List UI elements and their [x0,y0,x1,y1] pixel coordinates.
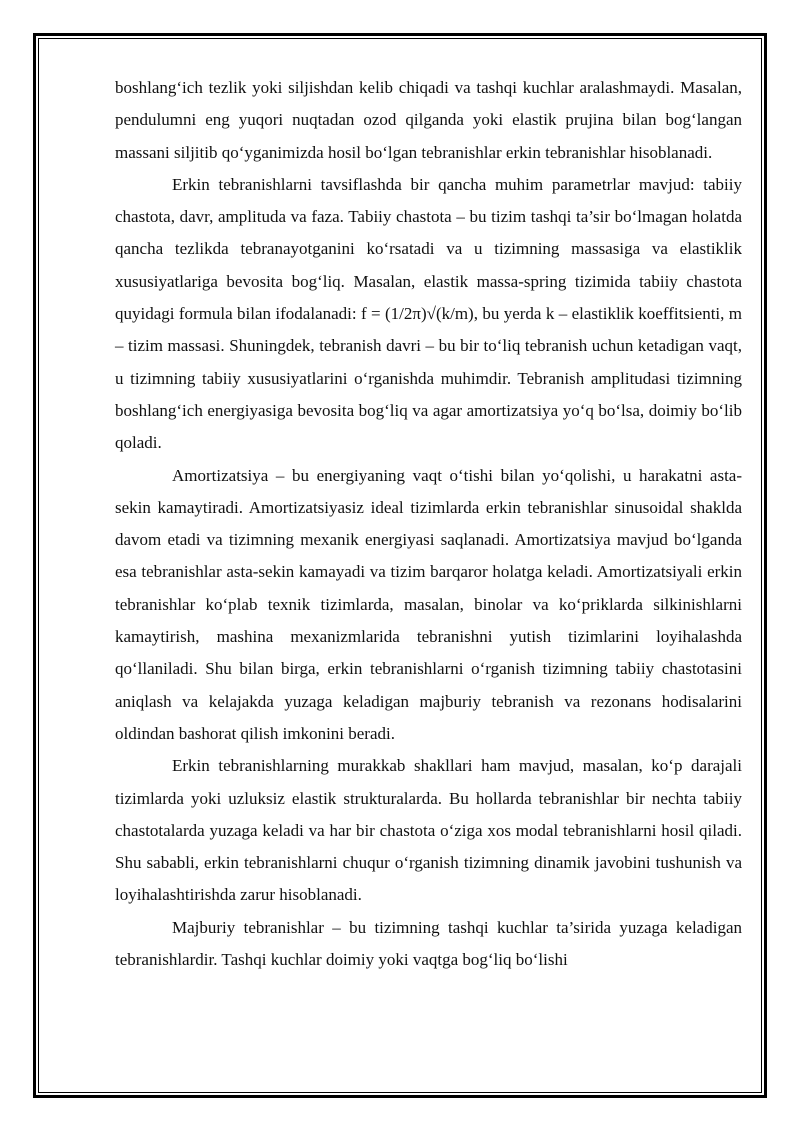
paragraph-3: Amortizatsiya – bu energiyaning vaqt o‘tishi bilan yo‘qolishi, u harakatni asta-sekin kamaytiradi. Amortizatsiyasiz ideal tizimlarda erkin tebranishlar sinusoidal shaklda davom etadi va tizimning mexanik energiyasi saqlanadi. Amortizatsiya mavjud bo‘lganda esa tebranishlar asta-sekin kamayadi va tizim barqaror holatga keladi. Amortizatsiyali erkin tebranishlar ko‘plab texnik tizimlarda, masalan, binolar va ko‘priklarda silkinishlarni kamaytirish, mashina mexanizmlarida tebranishni yutish tizimlarini loyihalashda qo‘llaniladi. Shu bilan birga, erkin tebranishlarni o‘rganish tizimning tabiiy chastotasini aniqlash va kelajakda yuzaga keladigan majburiy tebranish va rezonans hodisalarini oldindan bashorat qilish imkonini beradi. [115,465,742,743]
paragraph-4: Erkin tebranishlarning murakkab shakllari ham mavjud, masalan, ko‘p darajali tizimlarda yoki uzluksiz elastik strukturalarda. Bu hollarda tebranishlar bir nechta tabiiy chastotalarda yuzaga keladi va har bir chastota o‘ziga xos modal tebranishlarni hosil qiladi. Shu sababli, erkin tebranishlarni chuqur o‘rganish tizimning dinamik javobini tushunish va loyihalashtirishda zarur hisoblanadi. [115,756,742,905]
paragraph-1: boshlang‘ich tezlik yoki siljishdan kelib chiqadi va tashqi kuchlar aralashmaydi. Masalan, pendulumni eng yuqori nuqtadan ozod qilganda yoki elastik prujina bilan bog‘langan massani siljitib qo‘yganimizda hosil bo‘lgan tebranishlar erkin tebranishlar hisoblanadi. [115,78,742,162]
paragraph-5: Majburiy tebranishlar – bu tizimning tashqi kuchlar ta’sirida yuzaga keladigan tebranishlardir. Tashqi kuchlar doimiy yoki vaqtga bog‘liq bo‘lishi [115,917,742,970]
paragraph-2: Erkin tebranishlarni tavsiflashda bir qancha muhim parametrlar mavjud: tabiiy chastota, davr, amplituda va faza. Tabiiy chastota – bu tizim tashqi ta’sir bo‘lmagan holatda qancha tezlikda tebranayotganini ko‘rsatadi va u tizimning massasiga va elastiklik xususiyatlariga bevosita bog‘liq. Masalan, elastik massa-spring tizimida tabiiy chastota quyidagi formula bilan ifodalanadi: f = (1/2π)√(k/m), bu yerda k – elastiklik koeffitsienti, m – tizim massasi. Shuningdek, tebranish davri – bu bir to‘liq tebranish uchun ketadigan vaqt, u tizimning tabiiy xususiyatlarini o‘rganishda muhimdir. Tebranish amplitudasi tizimning boshlang‘ich energiyasiga bevosita bog‘liq va agar amortizatsiya yo‘q bo‘lsa, doimiy bo‘lib qoladi. [115,174,742,453]
document-body [115,72,742,976]
